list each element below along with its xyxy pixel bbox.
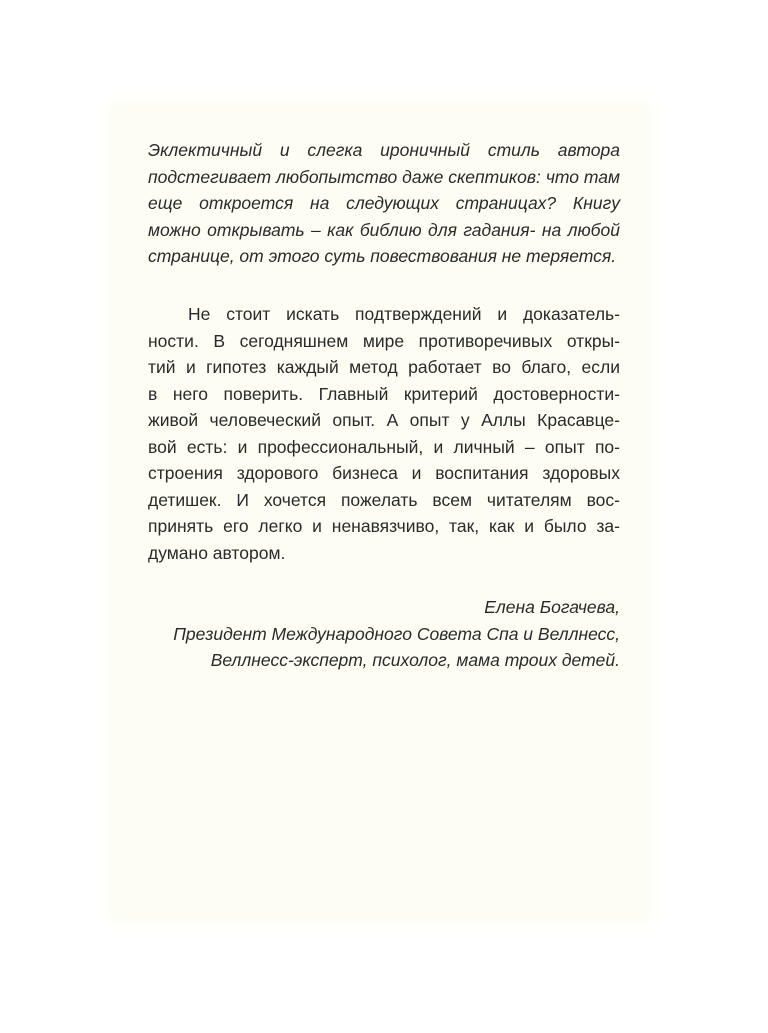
text-line: подстегивает любопытство даже скептиков: что там (148, 166, 620, 187)
signature-name: Елена Богачева, (484, 597, 620, 617)
text-line: еще откроется на следующих страницах? Книгу (148, 193, 620, 213)
text-line: детишек. И хочется пожелать всем читателям вос- (148, 489, 620, 510)
text-line: тий и гипотез каждый метод работает во благо, если (148, 357, 620, 377)
signature-roles: Веллнесс-эксперт, психолог, мама троих детей. (210, 650, 620, 670)
body-paragraph (148, 301, 620, 566)
signature (148, 594, 620, 674)
text-line: странице, от этого суть повествования не теряется. (148, 246, 617, 266)
signature-title: Президент Международного Совета Спа и Веллнесс, (173, 623, 620, 644)
text-line: принять его легко и ненавязчиво, так, как и было за- (148, 516, 620, 536)
text-line: в него поверить. Главный критерий достоверности- (148, 383, 620, 404)
text-line: ности. В сегодняшнем мире противоречивых откры- (148, 330, 620, 351)
text-line: живой человеческий опыт. А опыт у Аллы Красавце- (148, 410, 620, 430)
text-line: Эклектичный и слегка ироничный стиль автора (148, 140, 620, 160)
text-line: можно открывать – как библию для гадания- на любой (148, 219, 620, 240)
text-line: строения здорового бизнеса и воспитания здоровых (148, 463, 620, 483)
text-line: думано автором. (148, 542, 286, 563)
text-line: вой есть: и профессиональный, и личный – опыт по- (148, 436, 620, 457)
text-line: Не стоит искать подтверждений и доказатель- (188, 304, 620, 324)
italic-intro-paragraph (148, 137, 620, 270)
